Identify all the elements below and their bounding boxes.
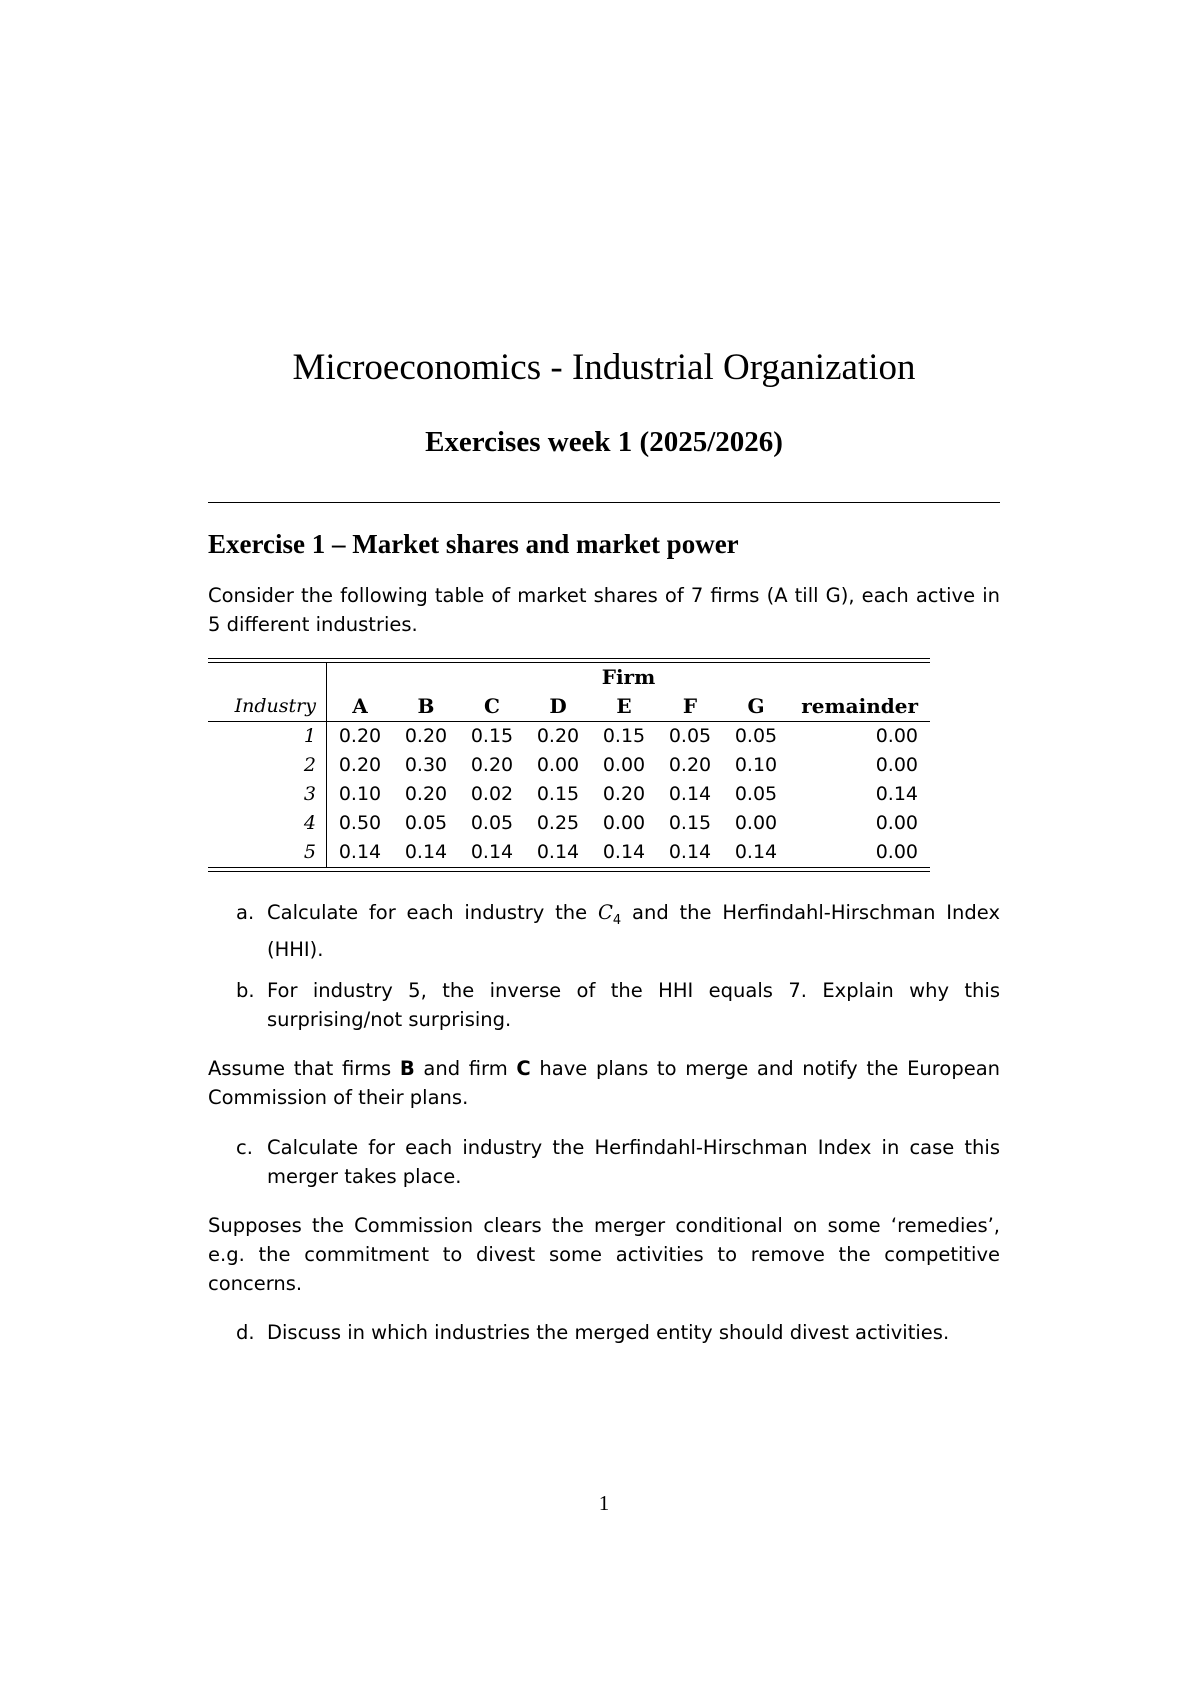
share-cell: 0.14	[734, 841, 778, 863]
share-cell: 0.14	[668, 841, 712, 863]
share-cell: 0.20	[404, 725, 448, 747]
share-cell: 0.20	[536, 725, 580, 747]
page-subtitle: Exercises week 1 (2025/2026)	[425, 426, 783, 458]
column-header: E	[591, 692, 657, 722]
share-cell: 0.00	[875, 812, 918, 834]
table-row	[208, 809, 930, 838]
column-header: F	[657, 692, 723, 722]
industry-header: Industry	[208, 692, 327, 722]
table-column-header-row	[208, 692, 930, 722]
share-cell: 0.20	[338, 754, 382, 776]
column-header: B	[393, 692, 459, 722]
question-label: a.	[236, 901, 255, 924]
column-header: remainder	[789, 692, 930, 722]
exercise-heading: Exercise 1 – Market shares and market power	[208, 529, 739, 559]
industry-cell: 1	[208, 722, 327, 752]
share-cell: 0.02	[470, 783, 514, 805]
table-group-header-row	[208, 663, 930, 692]
share-cell: 0.15	[668, 812, 712, 834]
intro-paragraph: Consider the following table of market shares of 7 firms (A till G), each active in 5 different industries.	[208, 584, 1000, 636]
share-cell: 0.10	[338, 783, 382, 805]
table-row	[208, 780, 930, 809]
share-cell: 0.00	[734, 812, 778, 834]
column-header: G	[723, 692, 789, 722]
share-cell: 0.20	[602, 783, 646, 805]
page-title: Microeconomics - Industrial Organization	[292, 347, 916, 388]
remedy-paragraph: Supposes the Commission clears the merger conditional on some ‘remedies’, e.g. the commitment to divest some activities to remove the competitive concerns.	[208, 1214, 1000, 1295]
share-cell: 0.05	[734, 725, 778, 747]
question-text: Discuss in which industries the merged entity should divest activities.	[267, 1321, 950, 1344]
industry-cell: 2	[208, 751, 327, 780]
industry-cell: 4	[208, 809, 327, 838]
share-cell: 0.10	[734, 754, 778, 776]
share-cell: 0.05	[734, 783, 778, 805]
share-cell: 0.15	[536, 783, 580, 805]
share-cell: 0.25	[536, 812, 580, 834]
share-cell: 0.30	[404, 754, 448, 776]
page-number: 1	[598, 1491, 610, 1515]
question-text: For industry 5, the inverse of the HHI equals 7. Explain why this surprising/not surprising.	[267, 979, 1000, 1031]
share-cell: 0.14	[602, 841, 646, 863]
share-cell: 0.14	[668, 783, 712, 805]
share-cell: 0.00	[602, 812, 646, 834]
share-cell: 0.15	[602, 725, 646, 747]
table-row	[208, 838, 930, 867]
market-share-table	[208, 663, 930, 867]
market-share-table-wrap	[208, 658, 930, 872]
share-cell: 0.14	[875, 783, 918, 805]
question-label: b.	[236, 979, 255, 1002]
share-cell: 0.05	[404, 812, 448, 834]
column-header: D	[525, 692, 591, 722]
share-cell: 0.20	[338, 725, 382, 747]
industry-cell: 3	[208, 780, 327, 809]
column-header: A	[327, 692, 394, 722]
share-cell: 0.14	[338, 841, 382, 863]
table-row	[208, 751, 930, 780]
question-label: c.	[236, 1136, 253, 1159]
table-row	[208, 722, 930, 752]
share-cell: 0.14	[470, 841, 514, 863]
share-cell: 0.20	[404, 783, 448, 805]
question-label: d.	[236, 1321, 255, 1344]
share-cell: 0.00	[875, 841, 918, 863]
share-cell: 0.00	[536, 754, 580, 776]
share-cell: 0.00	[602, 754, 646, 776]
horizontal-rule	[208, 502, 1000, 503]
table-bottom-rule	[208, 867, 930, 872]
share-cell: 0.20	[668, 754, 712, 776]
share-cell: 0.00	[875, 754, 918, 776]
share-cell: 0.00	[875, 725, 918, 747]
question-text: Calculate for each industry the Herfindahl-Hirschman Index in case this merger takes place.	[267, 1136, 1000, 1188]
merger-paragraph: Assume that firms B and firm C have plans to merge and notify the European Commission of their plans.	[208, 1057, 1000, 1109]
question-text: Calculate for each industry the $C_4$ and the Herfindahl-Hirschman Index (HHI).	[267, 901, 1000, 961]
share-cell: 0.05	[668, 725, 712, 747]
share-cell: 0.14	[404, 841, 448, 863]
industry-cell: 5	[208, 838, 327, 867]
share-cell: 0.15	[470, 725, 514, 747]
share-cell: 0.50	[338, 812, 382, 834]
share-cell: 0.20	[470, 754, 514, 776]
share-cell: 0.05	[470, 812, 514, 834]
firm-group-header: Firm	[601, 665, 656, 689]
column-header: C	[459, 692, 525, 722]
share-cell: 0.14	[536, 841, 580, 863]
